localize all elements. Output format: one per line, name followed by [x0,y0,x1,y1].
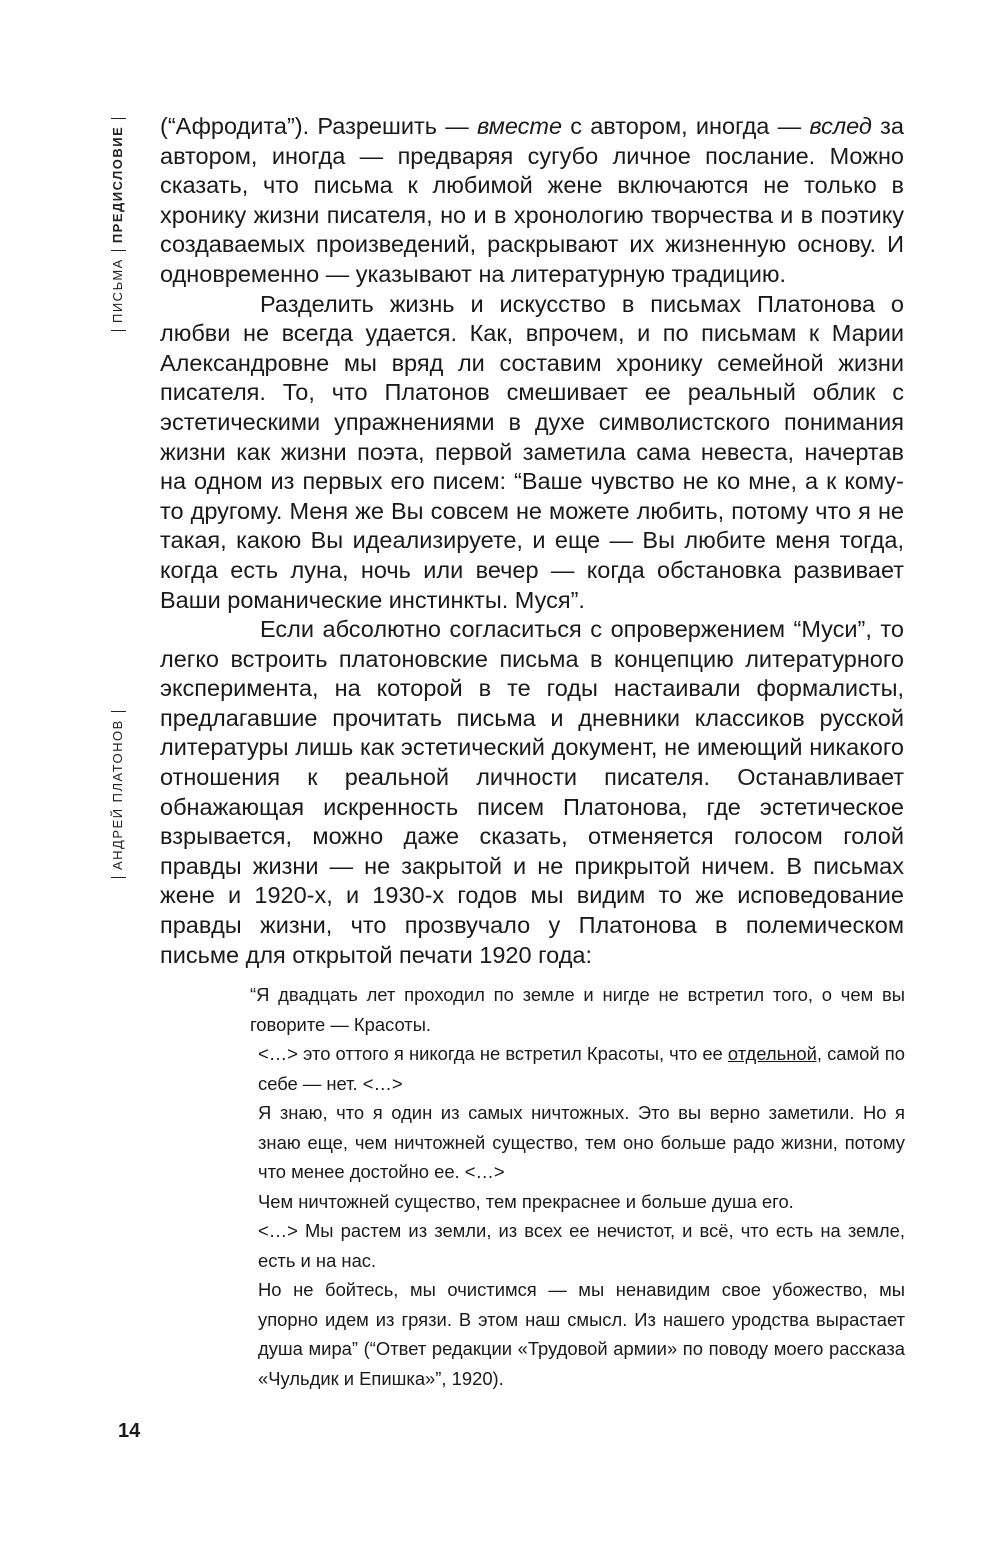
quote-paragraph: Но не бойтесь, мы очистимся — мы ненавидим свое убожество, мы упорно идем из грязи. В этом наш смысл. Из нашего уродства вырастает душа мира” (“Ответ редакции «Трудовой армии» по поводу моего рассказа «Чульдик и Епишка»”, 1920). [258,1279,905,1389]
page-number: 14 [118,1420,141,1442]
italic-word: вслед [809,113,872,139]
running-header-author [110,704,126,885]
quote-paragraph: “Я двадцать лет проходил по земле и нигде не встретил того, о чем вы говорите — Красоты. [250,984,905,1035]
author-label: АНДРЕЙ ПЛАТОНОВ [110,719,125,870]
text-run: самой по себе — нет. <…> [258,1043,905,1094]
text-run: за автором, иногда — предваряя сугубо личное послание. Можно сказать, что письма к любимой жене включаются не только в хронику жизни писателя, но и в хронологию творчества и в поэтику создаваемых произведений, раскрывают их жизненную основу. И одновременно — указывают на литературную традицию. [160,113,905,287]
divider [111,877,126,878]
text-run: с автором, иногда — [562,113,810,139]
underlined-word: отдельной, [727,1043,822,1064]
paragraph-1 [160,112,904,290]
subsection-label: ПРЕДИСЛОВИЕ [110,125,125,244]
quote-paragraph: Я знаю, что я один из самых ничтожных. Это вы верно заметили. Но я знаю еще, чем ничтожней существо, тем оно больше радо жизни, потому что менее достойно ее. <…> [258,1102,905,1182]
divider [111,711,126,712]
quote-paragraph [250,1039,905,1098]
divider [111,250,126,251]
main-text [160,112,904,970]
divider [111,118,126,119]
block-quote [250,980,905,1393]
quote-paragraph: Чем ничтожней существо, тем прекраснее и больше душа его. [258,1190,794,1212]
paragraph-2: Разделить жизнь и искусство в письмах Платонова о любви не всегда удается. Как, впрочем, и по письмам к Марии Александровне мы вряд ли составим хронику семейной жизни писателя. То, что Платонов смешивает ее реальный облик с эстетическими упражнениями в духе символистского понимания жизни как жизни поэта, первой заметила сама невеста, начертав на одном из первых его писем: “Ваше чувство не ко мне, а к кому-то другому. Меня же Вы совсем не можете любить, потому что я не такая, какою Вы идеализируете, и еще — Вы любите меня тогда, когда есть луна, ночь или вечер — когда обстановка развивает Ваши романические инстинкты. Муся”. [160,290,904,613]
section-label: ПИСЬМА [110,258,125,323]
text-run: <…> это оттого я никогда не встретил Красоты, что ее [258,1043,728,1064]
paragraph-3: Если абсолютно согласиться с опровержением “Муси”, то легко встроить платоновские письма в концепцию литературного эксперимента, на которой в те годы настаивали формалисты, предлагавшие прочитать письма и дневники классиков русской литературы лишь как эстетический документ, не имеющий никакого отношения к реальной личности писателя. Останавливает обнажающая искренность писем Платонова, где эстетическое взрывается, можно даже сказать, отменяется голосом голой правды жизни — не закрытой и не прикрытой ничем. В письмах жене и 1920-х, и 1930-х годов мы видим то же исповедование правды жизни, что прозвучало у Платонова в полемическом письме для открытой печати 1920 года: [160,616,904,968]
running-header-section [110,111,126,338]
text-run: (“Афродита”). Разрешить — [160,113,477,139]
divider [111,330,126,331]
quote-paragraph: <…> Мы растем из земли, из всех ее нечистот, и всё, что есть на земле, есть и на нас. [258,1220,905,1271]
italic-word: вместе [476,113,563,139]
